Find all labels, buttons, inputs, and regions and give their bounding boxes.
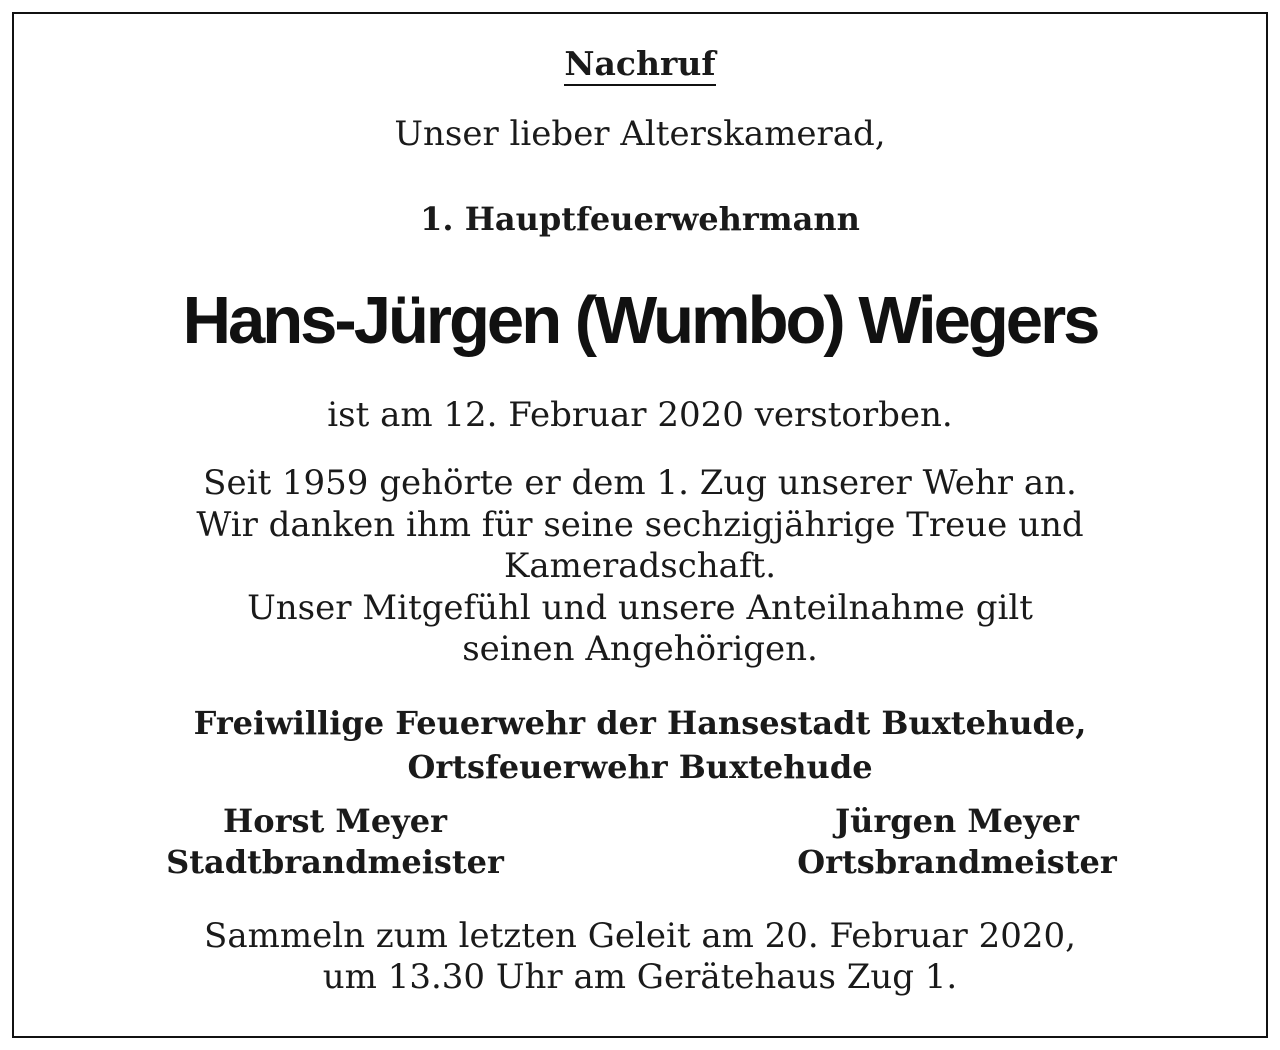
notice-heading-text: Nachruf <box>564 44 715 86</box>
signatory-name: Horst Meyer <box>223 802 447 840</box>
gathering-line: Sammeln zum letzten Geleit am 20. Februar 2020, <box>204 916 1076 956</box>
signatory-title: Ortsbrandmeister <box>797 843 1117 881</box>
deceased-name: Hans-Jürgen (Wumbo) Wiegers <box>182 283 1098 358</box>
signatory-title: Stadtbrandmeister <box>166 843 504 881</box>
rank-title: 1. Hauptfeuerwehrmann <box>420 200 860 238</box>
tribute-line: seinen Angehörigen. <box>462 629 818 669</box>
funeral-gathering-info <box>0 916 1280 998</box>
date-of-death-line: ist am 12. Februar 2020 verstorben. <box>327 395 953 435</box>
tribute-line: Seit 1959 gehörte er dem 1. Zug unserer Wehr an. <box>203 463 1077 503</box>
signatory-right <box>772 801 1142 883</box>
tribute-line: Kameradschaft. <box>503 546 777 586</box>
organization <box>0 701 1280 789</box>
organization-line: Freiwillige Feuerwehr der Hansestadt Buxtehude, <box>193 704 1087 742</box>
notice-heading <box>0 44 1280 84</box>
organization-line: Ortsfeuerwehr Buxtehude <box>407 748 873 786</box>
tribute-text <box>0 463 1280 671</box>
gathering-line: um 13.30 Uhr am Gerätehaus Zug 1. <box>322 957 958 997</box>
tribute-line: Wir danken ihm für seine sechzigjährige Treue und <box>196 504 1084 545</box>
tribute-line: Unser Mitgefühl und unsere Anteilnahme gilt <box>247 587 1033 628</box>
intro-line: Unser lieber Alterskamerad, <box>394 114 886 154</box>
signatory-left <box>140 801 530 883</box>
signatory-name: Jürgen Meyer <box>835 802 1079 840</box>
